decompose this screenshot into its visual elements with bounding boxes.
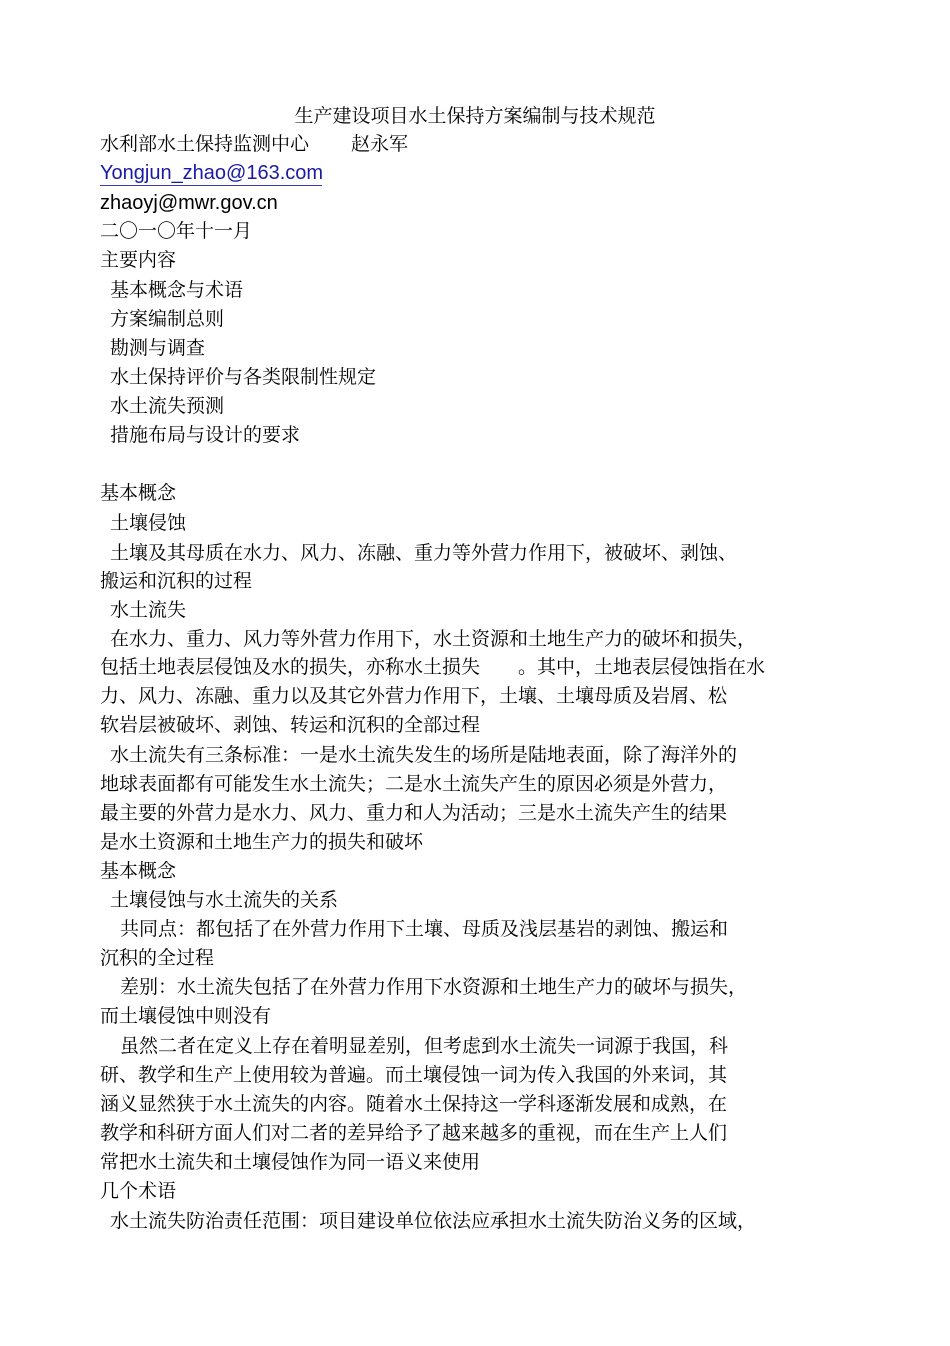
subheading: 水土流失 [110,599,187,621]
document-date: 二〇一〇年十一月 [100,220,253,242]
paragraph-line: 水土流失有三条标准：一是水土流失发生的场所是陆地表面，除了海洋外的 [110,744,738,766]
section-heading: 基本概念 [100,482,177,504]
email-link-underline [100,185,322,186]
email-link-text[interactable]: Yongjun_zhao@163.com [100,162,324,184]
paragraph-line: 搬运和沉积的过程 [100,570,253,592]
section-heading: 基本概念 [100,860,177,882]
author-name: 赵永军 [351,133,409,155]
paragraph-line: 土壤及其母质在水力、风力、冻融、重力等外营力作用下，被破坏、剥蚀、 [110,542,738,564]
subheading: 土壤侵蚀与水土流失的关系 [110,889,339,911]
paragraph-line: 是水土资源和土地生产力的损失和破坏 [100,831,424,853]
paragraph-line: 共同点：都包括了在外营力作用下土壤、母质及浅层基岩的剥蚀、搬运和 [120,918,729,940]
contents-item: 基本概念与术语 [110,279,244,301]
paragraph-line: 在水力、重力、风力等外营力作用下，水土资源和土地生产力的破坏和损失， [110,628,757,650]
paragraph-line: 包括土地表层侵蚀及水的损失，亦称水土损失 。其中，土地表层侵蚀指在水 [100,656,766,678]
contents-item: 水土流失预测 [110,395,225,417]
contents-item: 水土保持评价与各类限制性规定 [110,366,377,388]
author-organization: 水利部水土保持监测中心 [100,133,310,155]
paragraph-line: 涵义显然狭于水土流失的内容。随着水土保持这一学科逐渐发展和成熟，在 [100,1093,728,1115]
paragraph-line: 教学和科研方面人们对二者的差异给予了越来越多的重视，而在生产上人们 [100,1122,728,1144]
paragraph-line: 而土壤侵蚀中则没有 [100,1005,272,1027]
paragraph-line: 水土流失防治责任范围：项目建设单位依法应承担水土流失防治义务的区域， [110,1210,757,1232]
paragraph-line: 最主要的外营力是水力、风力、重力和人为活动；三是水土流失产生的结果 [100,802,728,824]
paragraph-line: 力、风力、冻融、重力以及其它外营力作用下，土壤、土壤母质及岩屑、松 [100,685,728,707]
contents-item: 方案编制总则 [110,308,225,330]
document-title: 生产建设项目水土保持方案编制与技术规范 [294,105,656,127]
paragraph-line: 地球表面都有可能发生水土流失；二是水土流失产生的原因必须是外营力， [100,773,728,795]
paragraph-line: 虽然二者在定义上存在着明显差别，但考虑到水土流失一词源于我国，科 [120,1035,729,1057]
paragraph-line: 研、教学和生产上使用较为普遍。而土壤侵蚀一词为传入我国的外来词，其 [100,1064,728,1086]
paragraph-line: 差别：水土流失包括了在外营力作用下水资源和土地生产力的破坏与损失， [120,976,748,998]
contents-heading: 主要内容 [100,249,177,271]
contents-item: 措施布局与设计的要求 [110,424,301,446]
section-heading: 几个术语 [100,1180,177,1202]
subheading: 土壤侵蚀 [110,512,187,534]
email-link[interactable] [100,160,323,186]
paragraph-line: 软岩层被破坏、剥蚀、转运和沉积的全部过程 [100,714,481,736]
contents-item: 勘测与调查 [110,337,206,359]
paragraph-line: 常把水土流失和土壤侵蚀作为同一语义来使用 [100,1151,481,1173]
author-line [100,131,408,157]
email-secondary: zhaoyj@mwr.gov.cn [100,192,278,214]
paragraph-line: 沉积的全过程 [100,947,215,969]
